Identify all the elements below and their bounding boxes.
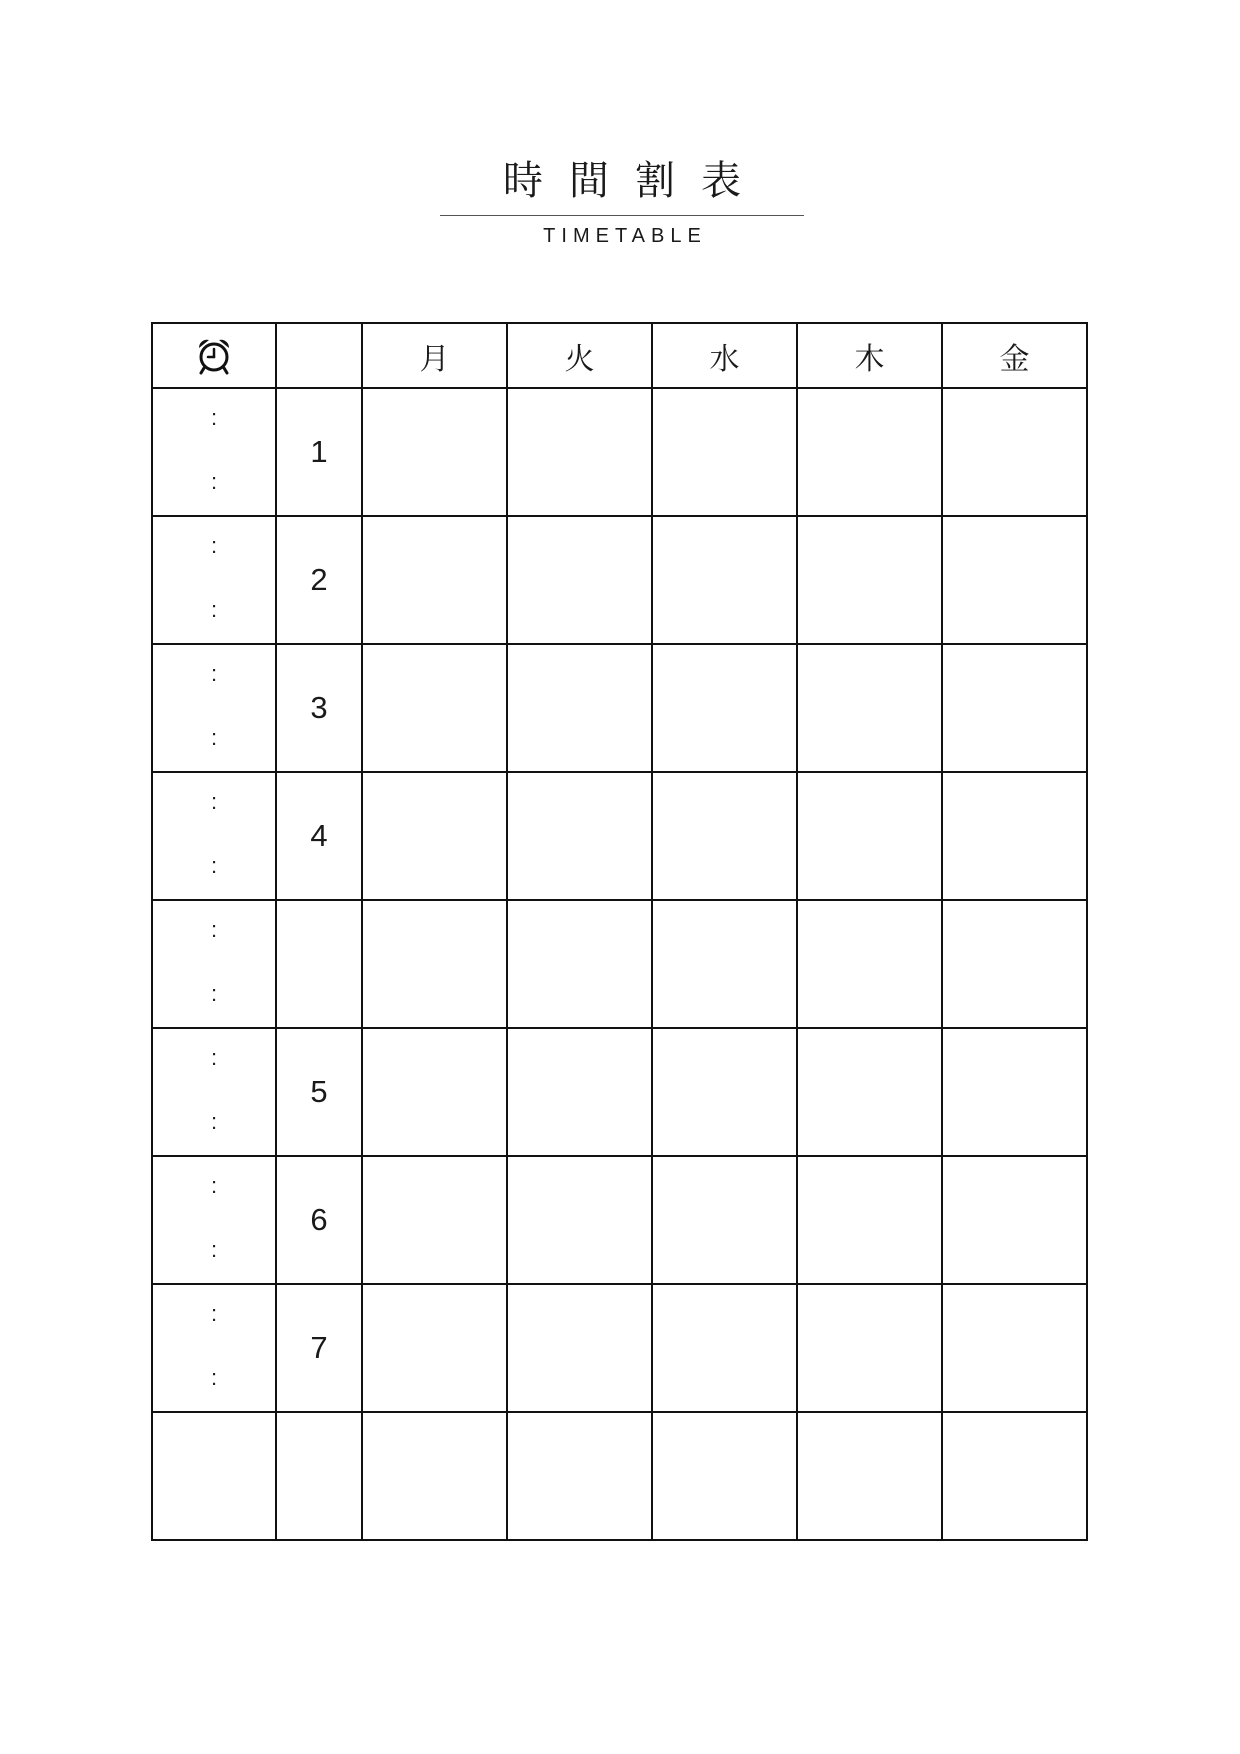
start-time: :	[210, 533, 218, 558]
class-cell-tuesday[interactable]	[507, 1156, 652, 1284]
class-cell-friday[interactable]	[942, 644, 1087, 772]
class-cell-monday[interactable]	[362, 1284, 507, 1412]
class-cell-monday[interactable]	[362, 644, 507, 772]
period-number: 4	[276, 772, 362, 900]
day-header-tuesday: 火	[507, 323, 652, 388]
table-row	[152, 516, 1087, 644]
table-row	[152, 1156, 1087, 1284]
end-time: :	[210, 725, 218, 750]
class-cell-wednesday[interactable]	[652, 1028, 797, 1156]
day-header-wednesday: 水	[652, 323, 797, 388]
table-row	[152, 388, 1087, 516]
class-cell-wednesday[interactable]	[652, 772, 797, 900]
class-cell-friday[interactable]	[942, 388, 1087, 516]
class-cell-friday[interactable]	[942, 516, 1087, 644]
time-cell[interactable]	[152, 900, 276, 1028]
title-divider	[440, 215, 804, 216]
class-cell-tuesday[interactable]	[507, 1028, 652, 1156]
period-number: 6	[276, 1156, 362, 1284]
table-row	[152, 772, 1087, 900]
class-cell-thursday[interactable]	[797, 900, 942, 1028]
day-header-monday: 月	[362, 323, 507, 388]
time-cell[interactable]	[152, 1284, 276, 1412]
class-cell-monday[interactable]	[362, 900, 507, 1028]
start-time: :	[210, 1301, 218, 1326]
start-time: :	[210, 1045, 218, 1070]
start-time: :	[210, 789, 218, 814]
class-cell-thursday[interactable]	[797, 1412, 942, 1540]
class-cell-tuesday[interactable]	[507, 900, 652, 1028]
class-cell-thursday[interactable]	[797, 1156, 942, 1284]
period-number: 7	[276, 1284, 362, 1412]
time-cell[interactable]	[152, 1028, 276, 1156]
time-cell[interactable]	[152, 772, 276, 900]
class-cell-wednesday[interactable]	[652, 900, 797, 1028]
class-cell-tuesday[interactable]	[507, 388, 652, 516]
end-time: :	[210, 1237, 218, 1262]
class-cell-thursday[interactable]	[797, 772, 942, 900]
time-cell[interactable]	[152, 1156, 276, 1284]
class-cell-wednesday[interactable]	[652, 1156, 797, 1284]
class-cell-monday[interactable]	[362, 1156, 507, 1284]
alarm-clock-icon	[195, 336, 233, 376]
class-cell-thursday[interactable]	[797, 1028, 942, 1156]
class-cell-tuesday[interactable]	[507, 1284, 652, 1412]
end-time: :	[210, 981, 218, 1006]
period-number: 1	[276, 388, 362, 516]
end-time: :	[210, 469, 218, 494]
period-number	[276, 900, 362, 1028]
table-row	[152, 1284, 1087, 1412]
end-time: :	[210, 1365, 218, 1390]
class-cell-thursday[interactable]	[797, 516, 942, 644]
start-time: :	[210, 661, 218, 686]
class-cell-wednesday[interactable]	[652, 388, 797, 516]
class-cell-monday[interactable]	[362, 1028, 507, 1156]
page-title: 時間割表	[503, 158, 767, 204]
day-header-thursday: 木	[797, 323, 942, 388]
class-cell-wednesday[interactable]	[652, 516, 797, 644]
table-row	[152, 644, 1087, 772]
title-block	[440, 150, 804, 248]
table-row	[152, 900, 1087, 1028]
class-cell-thursday[interactable]	[797, 388, 942, 516]
table-row	[152, 1028, 1087, 1156]
period-number	[276, 1412, 362, 1540]
period-number: 3	[276, 644, 362, 772]
period-number: 5	[276, 1028, 362, 1156]
start-time: :	[210, 1173, 218, 1198]
class-cell-friday[interactable]	[942, 1284, 1087, 1412]
class-cell-monday[interactable]	[362, 388, 507, 516]
header-row	[152, 323, 1087, 388]
table-row	[152, 1412, 1087, 1540]
class-cell-wednesday[interactable]	[652, 644, 797, 772]
class-cell-tuesday[interactable]	[507, 516, 652, 644]
time-header-cell	[152, 323, 276, 388]
end-time: :	[210, 597, 218, 622]
class-cell-monday[interactable]	[362, 1412, 507, 1540]
class-cell-wednesday[interactable]	[652, 1412, 797, 1540]
time-cell[interactable]	[152, 388, 276, 516]
class-cell-friday[interactable]	[942, 1156, 1087, 1284]
time-cell[interactable]	[152, 1412, 276, 1540]
class-cell-tuesday[interactable]	[507, 1412, 652, 1540]
end-time: :	[210, 853, 218, 878]
period-number: 2	[276, 516, 362, 644]
class-cell-tuesday[interactable]	[507, 644, 652, 772]
class-cell-thursday[interactable]	[797, 1284, 942, 1412]
page-subtitle: TIMETABLE	[543, 225, 707, 247]
class-cell-tuesday[interactable]	[507, 772, 652, 900]
class-cell-monday[interactable]	[362, 772, 507, 900]
day-header-friday: 金	[942, 323, 1087, 388]
period-header-cell	[276, 323, 362, 388]
time-cell[interactable]	[152, 516, 276, 644]
time-cell[interactable]	[152, 644, 276, 772]
end-time: :	[210, 1109, 218, 1134]
class-cell-friday[interactable]	[942, 1028, 1087, 1156]
class-cell-monday[interactable]	[362, 516, 507, 644]
class-cell-friday[interactable]	[942, 1412, 1087, 1540]
start-time: :	[210, 405, 218, 430]
start-time: :	[210, 917, 218, 942]
timetable-grid	[151, 322, 1088, 1541]
class-cell-wednesday[interactable]	[652, 1284, 797, 1412]
class-cell-thursday[interactable]	[797, 644, 942, 772]
class-cell-friday[interactable]	[942, 900, 1087, 1028]
class-cell-friday[interactable]	[942, 772, 1087, 900]
